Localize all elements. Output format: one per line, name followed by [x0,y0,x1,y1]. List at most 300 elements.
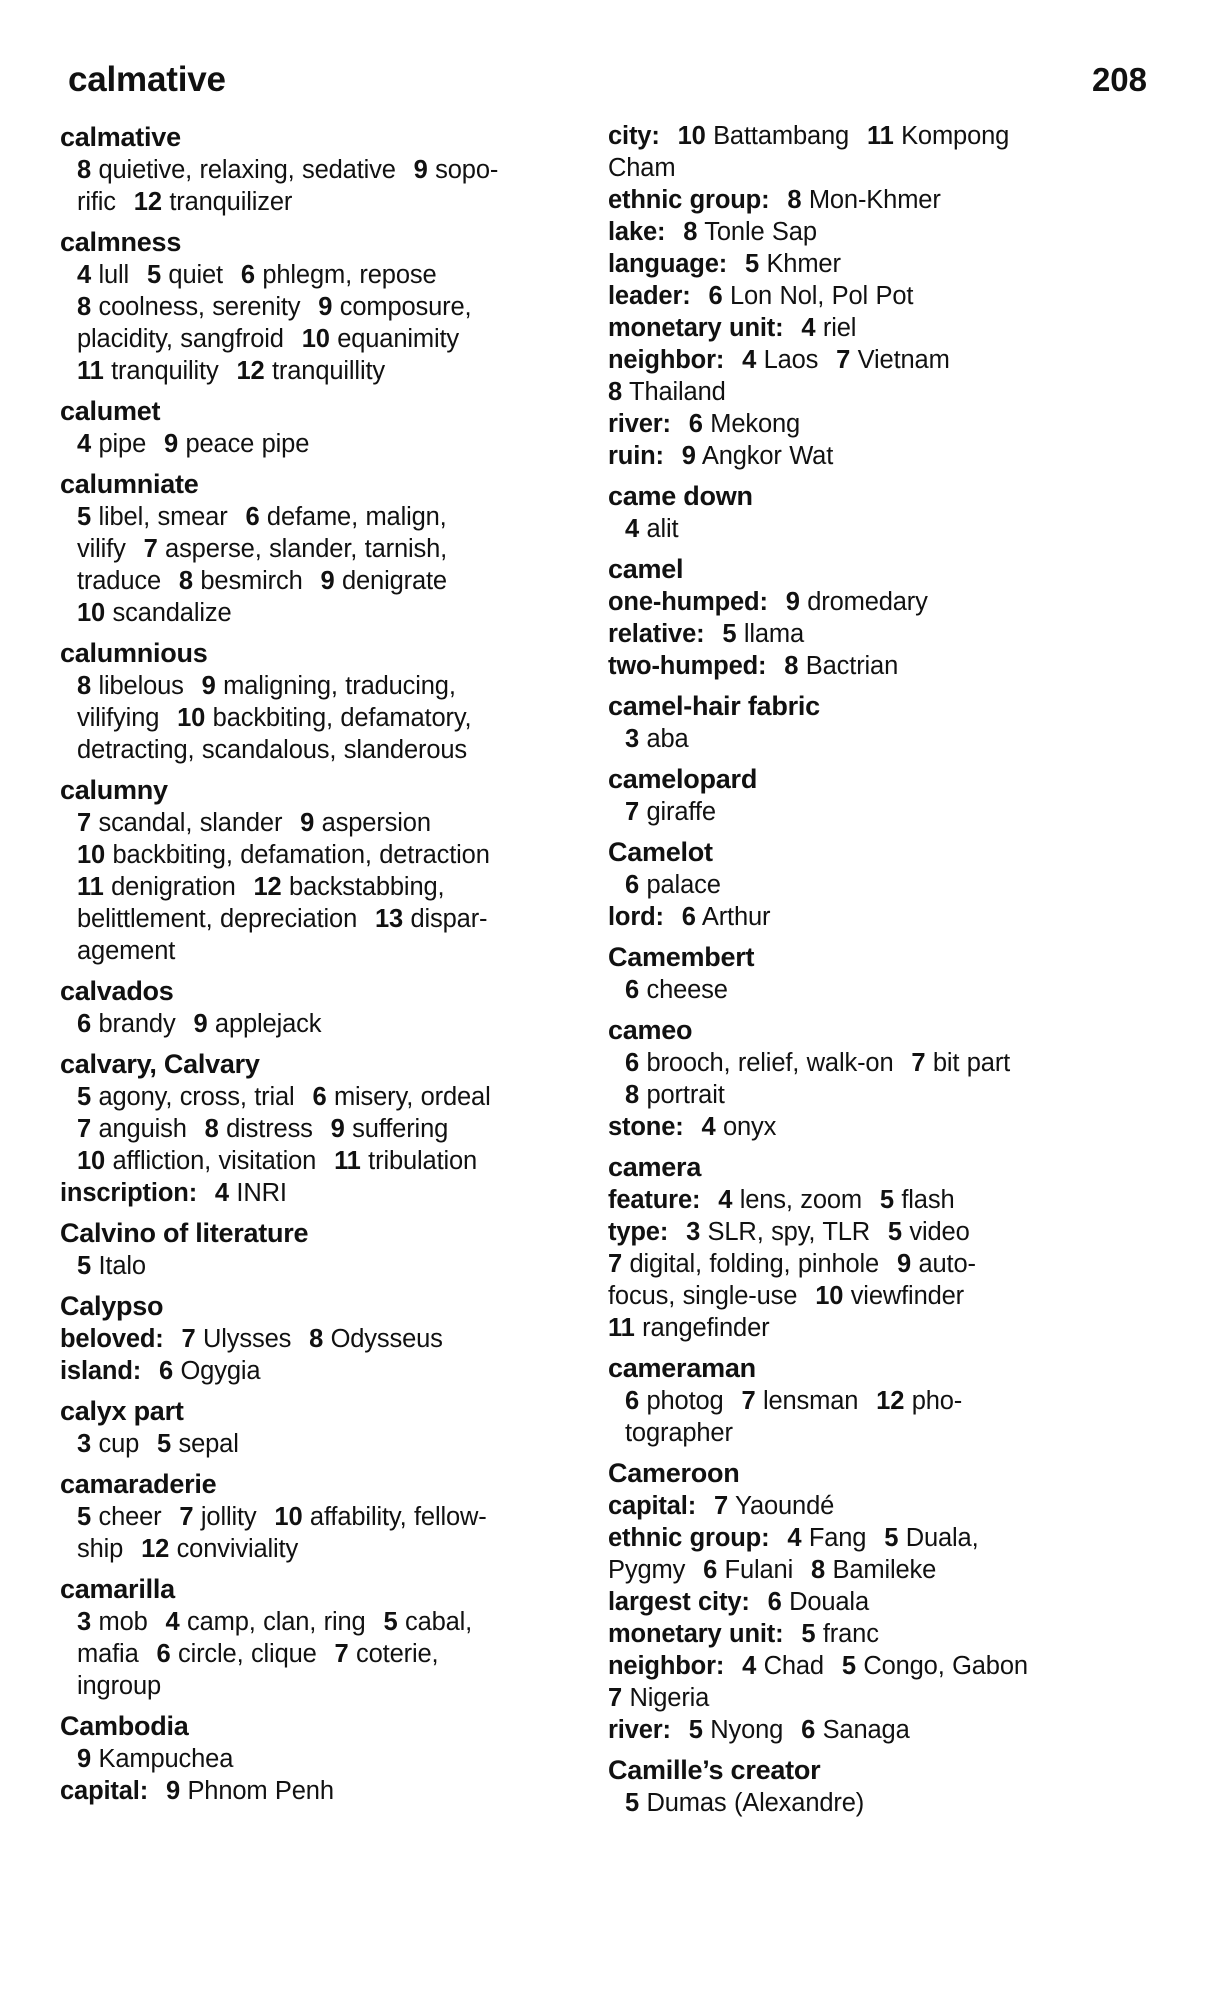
entry-headword: Cameroon [608,1458,740,1489]
sense-number: 5 [722,620,737,649]
entry-headword: calvary, Calvary [60,1049,260,1080]
dictionary-entry [60,1394,568,1460]
subentry-line [608,312,1116,344]
sense-number: 9 [318,293,333,322]
sense-words: pipe [98,430,147,459]
entry-headword: calumny [60,775,168,806]
sense-line-continuation [608,1248,1116,1280]
subentry-label: monetary unit: [608,1620,784,1649]
sense-number: 8 [204,1115,219,1144]
subentry-label: inscription: [60,1179,198,1208]
sense-words: lull [98,261,130,290]
sense-number: 10 [177,704,206,733]
sense-words: Chad [763,1652,824,1681]
sense-line [60,323,568,355]
sense-words: Lon Nol, Pol Pot [729,282,914,310]
sense-line [60,428,568,460]
sense-number: 5 [688,1716,703,1745]
dictionary-entry [60,636,568,766]
dictionary-entry [60,394,568,460]
dictionary-entry [60,120,568,218]
subentry-label: two-humped: [608,652,767,681]
entry-headword: Calvino of literature [60,1218,309,1249]
sense-number: 11 [334,1147,361,1176]
sense-line [60,935,568,967]
dictionary-entry [608,120,1116,472]
sense-line [60,1743,568,1775]
entry-headword: camel-hair fabric [608,691,820,722]
sense-words: alit [646,515,679,544]
sense-number: 10 [77,1147,106,1176]
sense-words: camp, clan, ring [187,1608,366,1637]
sense-number: 9 [330,1115,345,1144]
dictionary-entry [60,1289,568,1387]
sense-line [60,702,568,734]
sense-number: 6 [625,1387,640,1416]
sense-line-continuation [608,1312,1116,1344]
dictionary-entry [608,552,1116,682]
sense-number: 5 [77,1252,92,1281]
sense-number: 4 [801,314,816,342]
sense-number: 5 [841,1652,856,1681]
dictionary-entry [608,940,1116,1006]
sense-words: Italo [98,1252,146,1281]
subentry-label: river: [608,410,671,438]
sense-words: scandalize [112,599,232,628]
sense-words: quiet [168,261,223,290]
entry-headword: camarilla [60,1574,175,1605]
subentry-line [608,1618,1116,1650]
sense-number: 5 [879,1186,894,1215]
sense-number: 4 [625,515,640,544]
sense-words: Nyong [710,1716,784,1745]
sense-line [608,796,1116,828]
sense-number: 8 [625,1081,640,1110]
sense-line [60,903,568,935]
dictionary-entry [60,1467,568,1565]
sense-number: 3 [77,1608,92,1637]
entry-headword: Calypso [60,1291,164,1322]
sense-words: franc [822,1620,879,1649]
sense-words: brooch, relief, walk-on [646,1049,894,1078]
sense-line [608,1079,1116,1111]
subentry-label: capital: [60,1777,149,1806]
sense-number: 7 [334,1640,349,1669]
sense-words: phlegm, repose [262,261,437,290]
sense-words: Douala [789,1588,869,1617]
subentry-line [60,1775,568,1807]
running-head [68,60,1147,106]
sense-words: aba [646,725,689,754]
subentry-label: neighbor: [608,346,725,374]
sense-number: 9 [785,588,800,617]
sense-line [60,1008,568,1040]
subentry-line [608,280,1116,312]
sense-line [60,1501,568,1533]
subentry-line [60,1323,568,1355]
sense-number: 4 [77,261,92,290]
subentry-label: relative: [608,620,705,649]
subentry-label: feature: [608,1186,701,1215]
sense-words: besmirch [200,567,303,596]
sense-words: palace [646,871,721,900]
sense-words: Odysseus [330,1325,443,1354]
sense-line [60,291,568,323]
sense-line [60,1113,568,1145]
subentry-line [608,1490,1116,1522]
subentry-label: capital: [608,1492,697,1521]
sense-words: viewfinder [850,1282,965,1311]
entry-headword: came down [608,481,753,511]
subentry-label: ethnic group: [608,1524,770,1553]
subentry-label: river: [608,1716,671,1745]
sense-number: 4 [77,430,92,459]
sense-line [608,974,1116,1006]
subentry-line [60,1177,568,1209]
sense-words: applejack [214,1010,322,1039]
dictionary-entry [608,835,1116,933]
subentry-line [608,1522,1116,1554]
subentry-label: largest city: [608,1588,750,1617]
sense-words: SLR, spy, TLR [707,1218,871,1247]
sense-words: equanimity [337,325,460,354]
sense-line-continuation [608,1280,1116,1312]
sense-line [60,355,568,387]
sense-number: 6 [688,410,703,438]
sense-number: 9 [193,1010,208,1039]
sense-number: 6 [245,503,260,532]
sense-line-continuation [608,1554,1116,1586]
sense-words: rangefinder [642,1314,770,1343]
sense-words: backstabbing, [289,873,445,902]
subentry-line [608,1216,1116,1248]
sense-words: Nigeria [629,1684,710,1713]
sense-number: 7 [608,1250,623,1279]
subentry-label: island: [60,1357,142,1386]
sense-words: Arthur [701,903,771,932]
subentry-line [608,248,1116,280]
sense-number: 9 [163,430,179,459]
sense-words: Ogygia [180,1357,261,1386]
sense-words: circle, clique [177,1640,317,1669]
sense-number: 5 [744,250,759,278]
sense-words: belittlement, depreciation [77,905,358,934]
sense-line [60,1670,568,1702]
dictionary-entry [60,773,568,967]
subentry-line [608,901,1116,933]
sense-words: Mon-Khmer [808,186,941,214]
sense-number: 12 [236,357,265,386]
sense-line [608,1417,1116,1449]
dictionary-entry [60,1572,568,1702]
sense-number: 7 [143,535,158,564]
sense-words: libel, smear [98,503,228,532]
sense-number: 5 [625,1789,640,1818]
sense-words: flash [901,1186,955,1215]
sense-words: video [909,1218,970,1247]
sense-line [60,1250,568,1282]
sense-words: quietive, relaxing, sedative [98,156,396,185]
sense-number: 9 [681,442,696,470]
sense-number: 6 [767,1588,782,1617]
sense-line [60,154,568,186]
subentry-line [608,1714,1116,1746]
sense-words: cheese [646,976,728,1005]
sense-words: Angkor Wat [701,442,834,470]
sense-line [60,565,568,597]
sense-words: llama [743,620,805,649]
sense-number: 12 [133,188,162,217]
subentry-label: lord: [608,903,664,932]
sense-number: 8 [810,1556,826,1585]
subentry-line [608,120,1116,152]
sense-words: composure, [339,293,472,322]
sense-words: Phnom Penh [187,1777,334,1806]
sense-number: 4 [165,1608,180,1637]
sense-number: 9 [320,567,335,596]
sense-number: 10 [677,122,706,150]
subentry-line [608,344,1116,376]
sense-number: 11 [77,357,104,386]
sense-words: mob [98,1608,148,1637]
sense-number: 6 [703,1556,718,1585]
dictionary-entry [60,974,568,1040]
sense-number: 5 [383,1608,398,1637]
sense-number: 8 [178,567,193,596]
sense-number: 6 [77,1010,92,1039]
entry-headword: calvados [60,976,174,1007]
sense-number: 4 [742,346,757,374]
sense-number: 3 [77,1430,92,1459]
sense-words: Pygmy [608,1556,686,1585]
sense-words: mafia [77,1640,139,1669]
sense-words: detracting, scandalous, slanderous [77,736,467,765]
sense-number: 11 [608,1314,635,1343]
dictionary-entry [608,1753,1116,1819]
subentry-label: city: [608,122,660,150]
sense-words: brandy [98,1010,176,1039]
sense-words: Bamileke [832,1556,937,1585]
sense-words: backbiting, defamation, detraction [112,841,490,870]
sense-number: 11 [77,873,104,902]
sense-words: tranquility [111,357,219,386]
sense-words: sopo- [435,156,499,185]
sense-words: Mekong [710,410,801,438]
sense-words: Dumas (Alexandre) [646,1789,865,1818]
sense-words: auto- [918,1250,976,1279]
sense-words: scandal, slander [98,809,283,838]
sense-number: 4 [787,1524,802,1553]
sense-number: 4 [701,1113,716,1142]
sense-number: 7 [713,1492,728,1521]
sense-words: digital, folding, pinhole [629,1250,880,1279]
sense-line [608,1047,1116,1079]
sense-words: Laos [763,346,819,374]
sense-words: suffering [352,1115,449,1144]
entry-headword: cameo [608,1015,693,1046]
page-number: 208 [1091,61,1147,98]
sense-words: giraffe [646,798,716,827]
sense-words: cheer [98,1503,162,1532]
entry-headword: calumniate [60,469,199,500]
sense-number: 5 [77,1083,92,1112]
sense-line [60,871,568,903]
sense-number: 4 [718,1186,733,1215]
sense-number: 6 [625,1049,640,1078]
subentry-line [608,586,1116,618]
entry-headword: cameraman [608,1353,756,1384]
sense-number: 7 [181,1325,196,1354]
subentry-label: type: [608,1218,669,1247]
sense-words: portrait [646,1081,725,1110]
subentry-label: leader: [608,282,691,310]
sense-number: 8 [608,378,623,406]
subentry-label: ethnic group: [608,186,770,214]
subentry-line [608,1586,1116,1618]
subentry-line [608,1184,1116,1216]
sense-words: Vietnam [857,346,950,374]
sense-words: focus, single-use [608,1282,798,1311]
sense-number: 6 [801,1716,816,1745]
subentry-label: language: [608,250,728,278]
dictionary-entry [608,762,1116,828]
entry-headword: calumnious [60,638,208,669]
sense-line [60,1145,568,1177]
entry-headword: calmative [60,122,181,152]
dictionary-entry [608,1351,1116,1449]
sense-line [608,1787,1116,1819]
sense-number: 7 [625,798,640,827]
sense-words: Sanaga [822,1716,910,1745]
dictionary-entry [60,225,568,387]
subentry-label: lake: [608,218,666,246]
running-head-word: calmative [68,60,226,99]
sense-words: dispar- [410,905,488,934]
subentry-line [608,184,1116,216]
sense-number: 12 [253,873,282,902]
sense-words: maligning, traducing, [223,672,456,701]
sense-words: INRI [236,1179,287,1208]
sense-words: tranquilizer [169,188,293,217]
entry-headword: Cambodia [60,1711,189,1742]
subentry-label: beloved: [60,1325,164,1354]
sense-number: 7 [77,1115,92,1144]
sense-line [60,186,568,218]
entry-headword: camera [608,1152,702,1183]
dictionary-entry [608,1456,1116,1746]
sense-number: 8 [309,1325,324,1354]
sense-line [60,670,568,702]
dictionary-entry [60,1216,568,1282]
dictionary-entry [608,1013,1116,1143]
subentry-line [608,1111,1116,1143]
sense-number: 8 [77,293,92,322]
sense-number: 9 [201,672,216,701]
sense-number: 5 [77,503,92,532]
sense-number: 8 [77,156,92,185]
sense-words: peace pipe [185,430,310,459]
subentry-label: ruin: [608,442,664,470]
sense-words: bit part [932,1049,1011,1078]
sense-words: riel [822,314,857,342]
sense-line [60,597,568,629]
sense-number: 8 [683,218,698,246]
sense-number: 7 [911,1049,926,1078]
sense-words: distress [226,1115,313,1144]
sense-words: lens, zoom [739,1186,862,1215]
sense-words: Kampuchea [98,1745,234,1774]
entry-headword: camelopard [608,764,758,795]
sense-line [60,839,568,871]
sense-number: 6 [681,903,696,932]
sense-number: 5 [884,1524,899,1553]
right-column [608,120,1116,1823]
sense-number: 9 [300,809,315,838]
sense-number: 5 [146,261,161,290]
subentry-line [608,650,1116,682]
dictionary-entry [608,479,1116,545]
sense-words: affliction, visitation [112,1147,317,1176]
sense-words: aspersion [321,809,431,838]
sense-number: 7 [741,1387,756,1416]
sense-line [60,1428,568,1460]
sense-words: tribulation [368,1147,478,1176]
subentry-line [60,1355,568,1387]
sense-words: denigration [111,873,236,902]
sense-words: Khmer [766,250,841,278]
subentry-label: neighbor: [608,1652,725,1681]
sense-number: 7 [77,809,92,838]
sense-words: cabal, [404,1608,473,1637]
sense-number: 9 [77,1745,92,1774]
subentry-label: stone: [608,1113,684,1142]
sense-words: jollity [200,1503,257,1532]
dictionary-entry [60,1047,568,1209]
columns [60,120,1155,1823]
dictionary-entry [60,467,568,629]
sense-number: 5 [77,1503,92,1532]
sense-words: Ulysses [203,1325,292,1354]
sense-number: 3 [625,725,640,754]
sense-number: 6 [312,1083,327,1112]
sense-number: 10 [77,841,106,870]
subentry-line [608,408,1116,440]
sense-number: 6 [625,976,640,1005]
sense-words: cup [98,1430,140,1459]
sense-line [60,1638,568,1670]
sense-words: defame, malign, [266,503,447,532]
sense-number: 5 [157,1430,172,1459]
sense-words: vilify [77,535,126,564]
sense-words: photog [646,1387,724,1416]
sense-words: lensman [762,1387,859,1416]
sense-number: 11 [866,122,894,150]
sense-number: 6 [156,1640,171,1669]
sense-words: traduce [77,567,162,596]
sense-number: 9 [165,1777,180,1806]
sense-number: 10 [274,1503,303,1532]
sense-words: tranquillity [272,357,385,386]
subentry-label: monetary unit: [608,314,784,342]
sense-number: 7 [179,1503,194,1532]
sense-words: Battambang [713,122,850,150]
sense-number: 6 [708,282,723,310]
sense-number: 4 [214,1179,229,1208]
sense-line [60,734,568,766]
sense-words: onyx [722,1113,777,1142]
sense-words: pho- [911,1387,963,1416]
sense-number: 4 [742,1652,757,1681]
